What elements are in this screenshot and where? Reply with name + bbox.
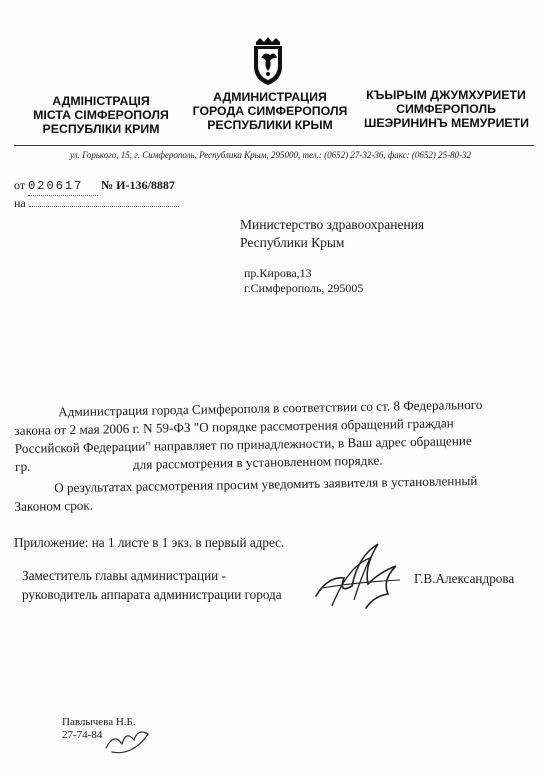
recipient <box>240 216 424 252</box>
header-rus <box>192 90 348 132</box>
attachment-note: Приложение: на 1 листе в 1 экз. в первый адрес. <box>14 535 285 550</box>
header-ukr-line-3: РЕСПУБЛІКИ КРИМ <box>42 122 160 136</box>
executor-initials-mark <box>102 724 152 758</box>
recipient-address-line-1: пр.Кирова,13 <box>244 266 312 280</box>
body-p2-line-1: О результатах рассмотрения просим уведомить заявителя в установленный <box>54 472 478 496</box>
body-paragraph-1 <box>14 396 484 476</box>
outgoing-number: № И-136/8887 <box>101 178 175 192</box>
organization-address: ул. Горького, 15, г. Симферополь, Республика Крым, 295000, тел.: (0652) 27-32-36, факс: (0652) 25-80-32 <box>70 150 472 160</box>
header-rus-line-1: АДМИНИСТРАЦИЯ <box>213 90 327 104</box>
signatory-title-line-1: Заместитель главы администрации - <box>22 568 226 583</box>
body-p2-line-2: Законом срок. <box>14 497 94 514</box>
header-crh-line-3: ШЕЭРИНИНЪ МЕМУРИЕТИ <box>364 116 529 130</box>
na-ref <box>14 194 179 212</box>
executor-phone: 27-74-84 <box>62 729 103 741</box>
signatory-name: Г.В.Александрова <box>414 571 515 586</box>
header-rus-line-3: РЕСПУБЛИКИ КРЫМ <box>207 118 333 132</box>
recipient-address-line-2: г.Симферополь, 295005 <box>244 281 364 295</box>
handwritten-signature <box>308 536 408 616</box>
na-label: на <box>14 196 26 210</box>
ot-label: от <box>14 178 26 192</box>
header-crh-line-1: КЪЫРЫМ ДЖУМХУРИЕТИ <box>366 88 526 102</box>
citizen-prefix: гр. <box>14 458 31 474</box>
header-ukr <box>26 94 176 136</box>
signatory-title-line-2: руководитель аппарата администрации города <box>22 587 282 602</box>
na-blank <box>29 194 179 207</box>
recipient-address <box>244 266 363 296</box>
body-paragraph-2 <box>14 472 478 516</box>
date-stamp: 020617 <box>28 177 98 196</box>
outgoing-ref <box>14 176 175 196</box>
body-p1-line-1: Администрация города Симферополя в соответствии со ст. 8 Федерального <box>58 396 483 420</box>
body-p1-line-4-text: для рассмотрения в установленном порядке. <box>132 452 383 472</box>
body-p1-line-2: закона от 2 мая 2006 г. N 59-ФЗ "О порядке рассмотрения обращений граждан <box>14 415 454 438</box>
recipient-line-2: Республики Крым <box>240 235 345 250</box>
body-p1-line-3: Российской Федерации" направляет по принадлежности, в Ваш адрес обращение <box>14 433 472 456</box>
header-crh-line-2: СИМФЕРОПОЛЬ <box>396 102 496 116</box>
header-divider <box>14 145 534 146</box>
citizen-name-redacted <box>34 469 130 471</box>
header-ukr-line-2: МІСТА СІМФЕРОПОЛЯ <box>33 108 169 122</box>
executor-name: Павлычева Н.Б. <box>62 716 136 728</box>
header-rus-line-2: ГОРОДА СИМФЕРОПОЛЯ <box>192 104 348 118</box>
signatory-title <box>22 566 282 604</box>
recipient-line-1: Министерство здравоохранения <box>240 217 425 232</box>
header-crh <box>364 88 528 130</box>
header-ukr-line-1: АДМІНІСТРАЦІЯ <box>52 94 150 108</box>
coat-of-arms-emblem <box>246 36 290 86</box>
